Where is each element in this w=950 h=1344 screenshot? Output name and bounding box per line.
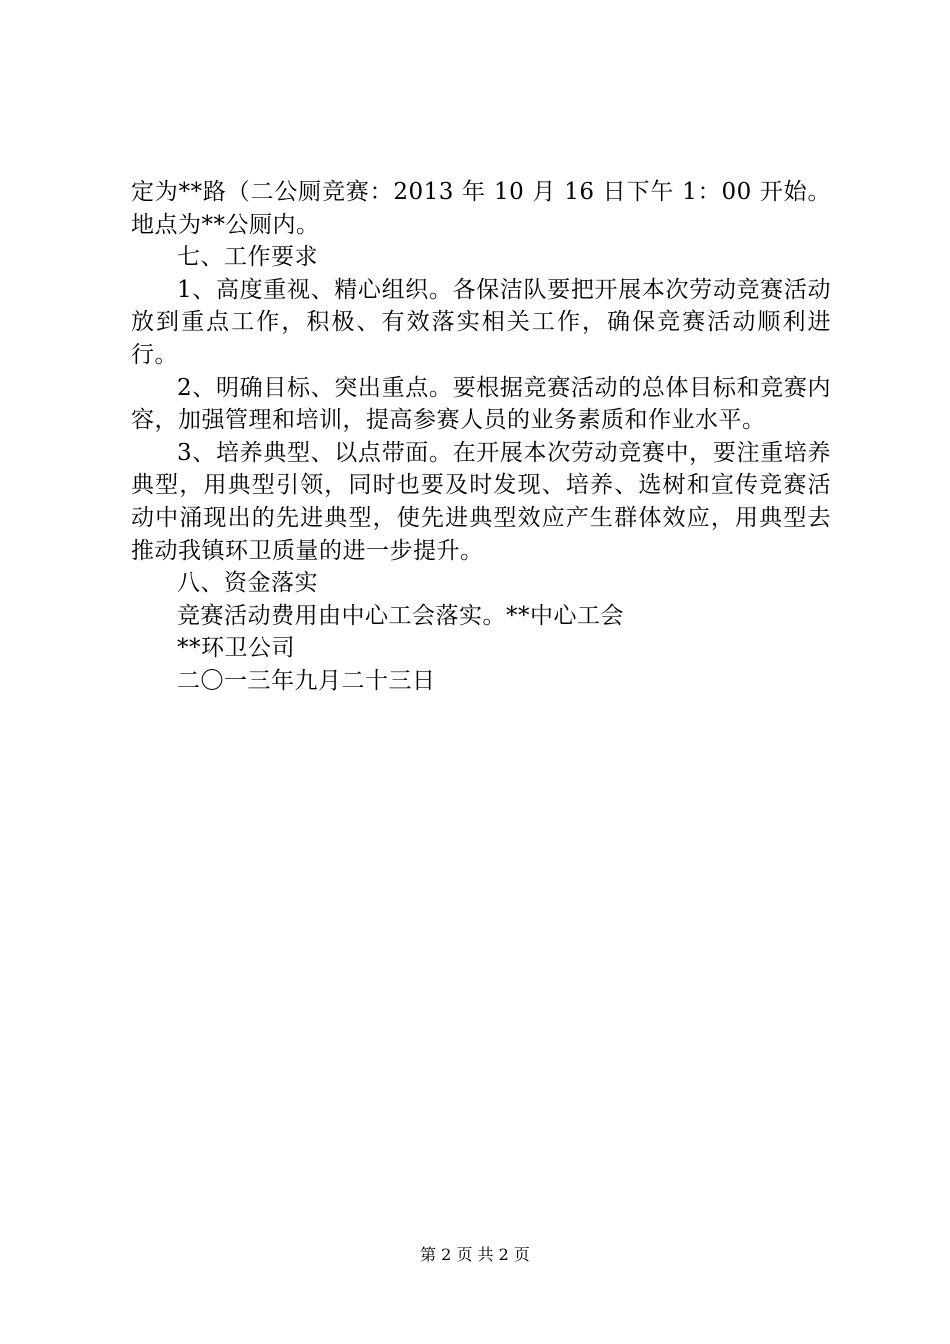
paragraph-venue: 定为**路（二公厕竞赛：2013 年 10 月 16 日下午 1：00 开始。地点为**公厕内。 [131, 179, 831, 238]
document-body [131, 176, 831, 698]
signature-date: 二〇一三年九月二十三日 [177, 667, 436, 694]
signature-company: **环卫公司 [177, 635, 295, 662]
paragraph-requirement-2: 2、明确目标、突出重点。要根据竞赛活动的总体目标和竞赛内容，加强管理和培训，提高参赛人员的业务素质和作业水平。 [131, 374, 831, 434]
paragraph-requirement-3: 3、培养典型、以点带面。在开展本次劳动竞赛中，要注重培养典型，用典型引领，同时也要及时发现、培养、选树和宣传竞赛活动中涌现出的先进典型，使先进典型效应产生群体效应，用典型去推动我镇环卫质量的进一步提升。 [131, 439, 831, 564]
paragraph-requirement-1: 1、高度重视、精心组织。各保洁队要把开展本次劳动竞赛活动放到重点工作，积极、有效落实相关工作，确保竞赛活动顺利进行。 [131, 276, 831, 368]
section-heading-work-requirements: 七、工作要求 [177, 244, 318, 271]
section-heading-funding: 八、资金落实 [177, 570, 318, 597]
paragraph-funding: 竞赛活动费用由中心工会落实。**中心工会 [177, 602, 624, 629]
page-number-label: 第 2 页 共 2 页 [420, 1245, 530, 1264]
page-footer [0, 1244, 950, 1266]
